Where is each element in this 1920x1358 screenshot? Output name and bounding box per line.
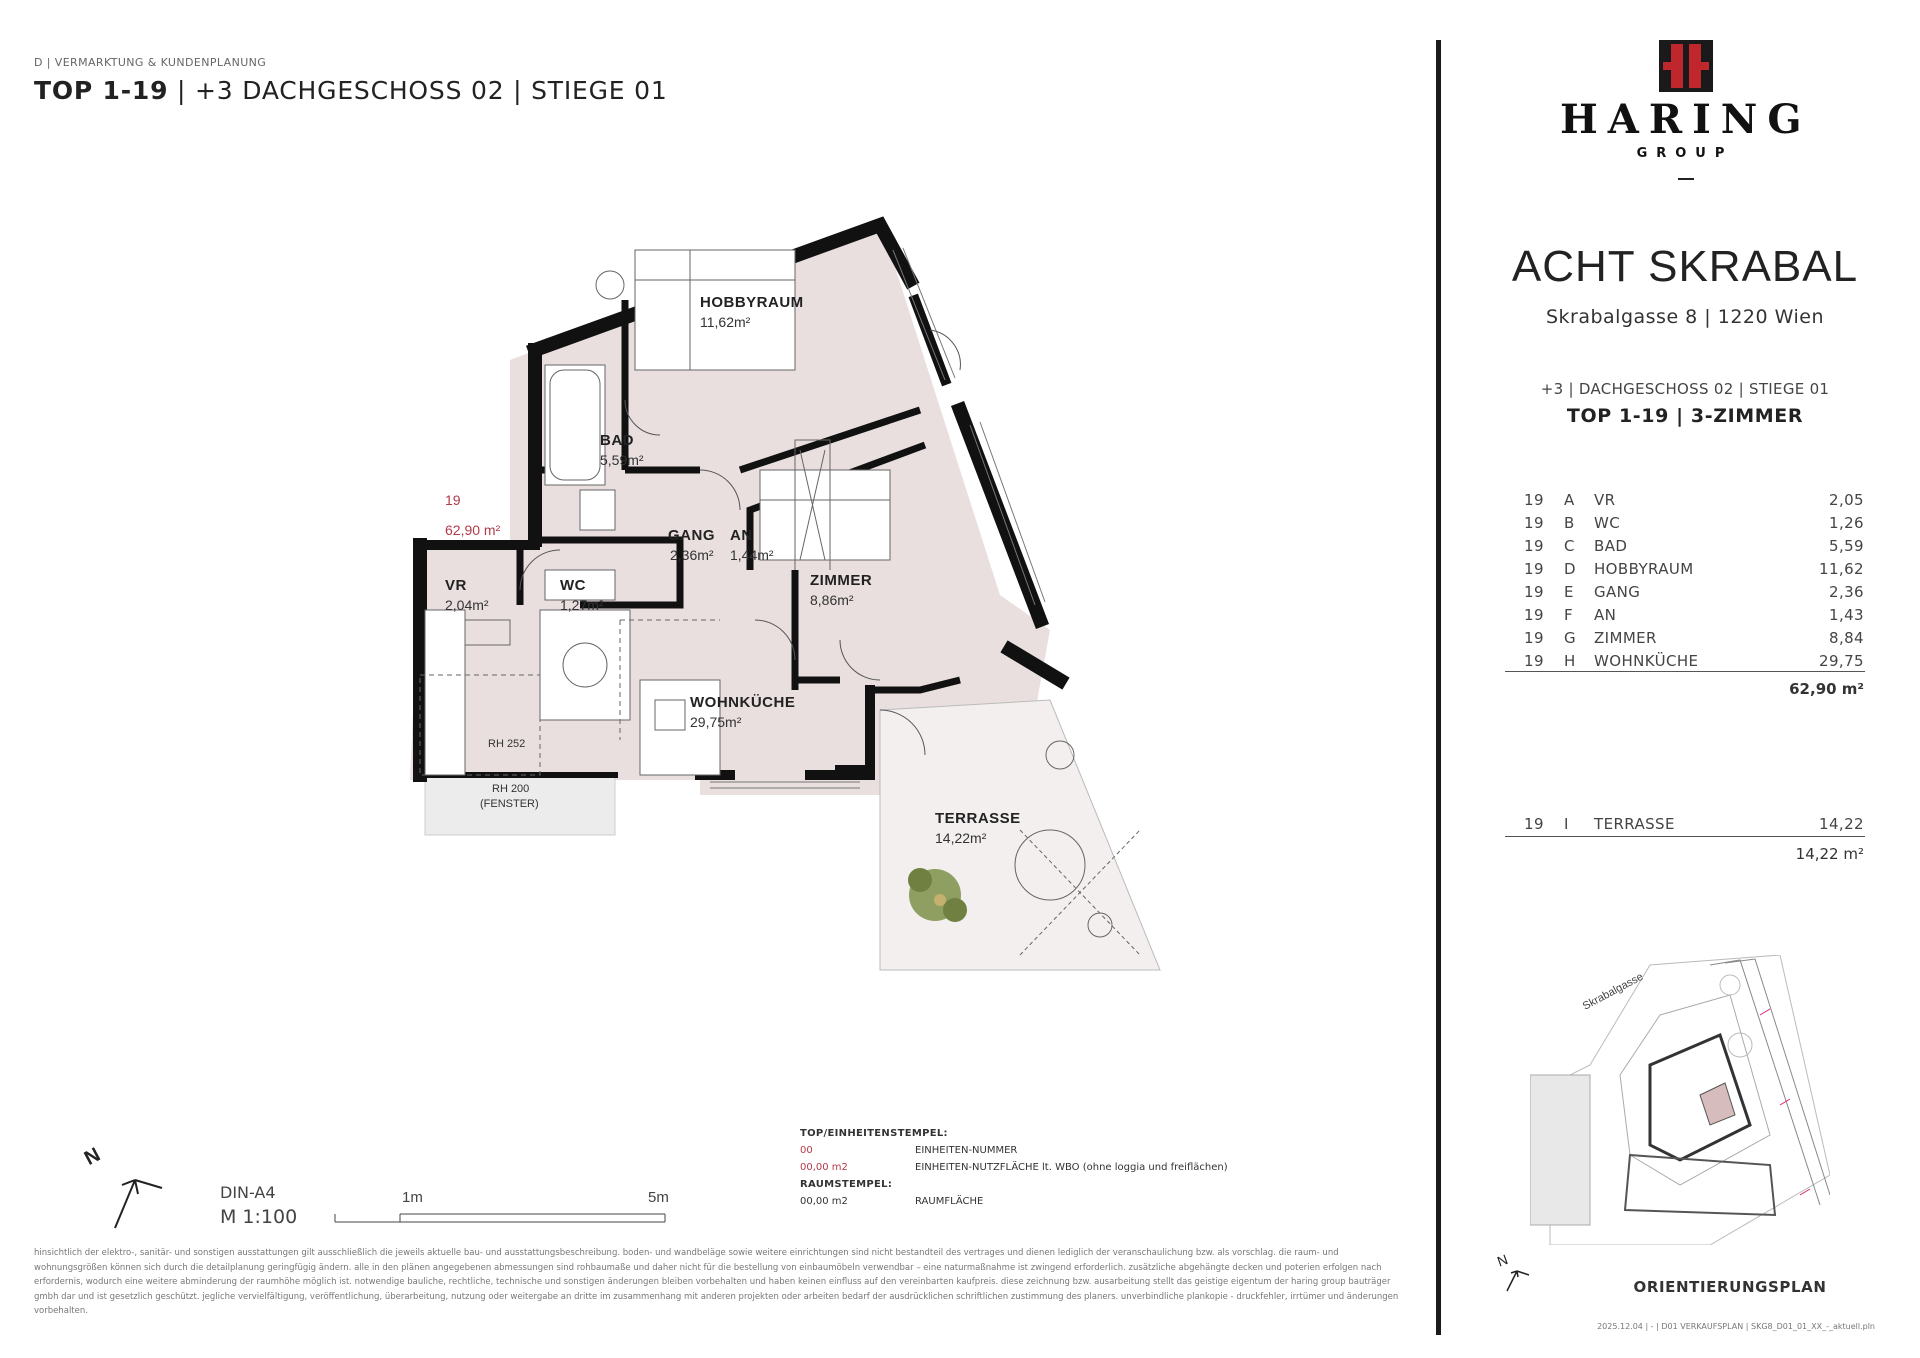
brand-dash — [1678, 178, 1694, 180]
room-no: 19 — [1524, 537, 1544, 555]
room-letter: F — [1564, 606, 1574, 624]
room-no: 19 — [1524, 629, 1544, 647]
orientation-north-letter: N — [1495, 1251, 1510, 1270]
room-letter: D — [1564, 560, 1576, 578]
legal-disclaimer: hinsichtlich der elektro-, sanitär- und sonstigen ausstattungen gilt ausschließlich die jeweils aktuelle bau- und ausstattungsbeschreibung. boden- und wandbeläge sowie weitere einrichtungen sind nicht bestandteil des vertrages und dienen lediglich der veranschaulichung bzw. als vorschlag. die raum- und wohnungsgrößen können sich durch die detailplanung geringfügig ändern. alle in den plänen angegebenen abmessungen sind rohbaumaße und daher nicht für die bestellung von einbaumöbeln verwendbar – eine naturmaßnahme ist zwingend erforderlich. zusätzliche abgehängte decken und poterien erfolgen nach erfordernis, wodurch eine weitere abminderung der raumhöhe möglich ist. notwendige bauliche, rechtliche, technische und sonstigen änderungen bleiben vorbehalten und haben keinen einfluss auf den vereinbarten kaufpreis. diese zeichnung bzw. ausarbeitung stellt das geistige eigentum der haring group bauträger gmbh dar und ist gesetzlich geschützt. jegliche vervielfältigung, veröffentlichung, überarbeitung, nutzung oder weitergabe an dritte im zusammenhang mit anderen projekten oder arbeiten bedarf der ausdrücklichen schriftlichen zustimmung des planers. unverbindliche plankopie - druckfehler, irrtümer und änderungen vorbehalten. — [34, 1248, 1399, 1316]
title-unit: TOP 1-19 — [34, 76, 169, 105]
north-arrow-icon — [80, 1140, 170, 1230]
room-row — [1524, 560, 1864, 583]
stamp-desc-number: EINHEITEN-NUMMER — [915, 1145, 1018, 1156]
room-area: 29,75 — [1819, 652, 1864, 670]
room-row — [1524, 629, 1864, 652]
scale-mark-5m: 5m — [648, 1189, 669, 1206]
area-terrasse: 14,22m² — [935, 830, 987, 846]
room-area: 1,43 — [1829, 606, 1864, 624]
room-letter: C — [1564, 537, 1575, 555]
room-name: GANG — [1594, 583, 1641, 601]
room-no: 19 — [1524, 491, 1544, 509]
room-row — [1524, 537, 1864, 560]
label-wc: WC — [560, 577, 586, 594]
terrace-letter: I — [1564, 815, 1569, 833]
area-gang: 2,36m² — [670, 547, 714, 563]
room-letter: H — [1564, 652, 1576, 670]
stamp-desc-area: EINHEITEN-NUTZFLÄCHE lt. WBO (ohne loggia und freiflächen) — [915, 1162, 1228, 1173]
room-no: 19 — [1524, 514, 1544, 532]
room-no: 19 — [1524, 606, 1544, 624]
label-hobbyraum: HOBBYRAUM — [700, 294, 804, 311]
stamp-legend — [800, 1128, 1320, 1213]
area-an: 1,44m² — [730, 547, 774, 563]
stamp-title-room: RAUMSTEMPEL: — [800, 1179, 893, 1190]
room-area: 2,05 — [1829, 491, 1864, 509]
scale-bar — [330, 1186, 670, 1226]
room-no: 19 — [1524, 583, 1544, 601]
unit-number-marker: 19 — [445, 492, 461, 508]
label-fenster: (FENSTER) — [480, 798, 539, 810]
label-gang: GANG — [668, 527, 715, 544]
page-title — [34, 76, 668, 105]
stamp-code-area: 00,00 m2 — [800, 1162, 848, 1173]
label-terrasse: TERRASSE — [935, 810, 1021, 827]
room-name: HOBBYRAUM — [1594, 560, 1694, 578]
orientation-plan — [1530, 955, 1830, 1245]
haring-logo-icon — [1659, 40, 1713, 92]
room-letter: A — [1564, 491, 1575, 509]
plan-file-reference: 2025.12.04 | - | D01 VERKAUFSPLAN | SKG8_D01_01_XX_-_aktuell.pln — [1597, 1322, 1875, 1331]
project-name: ACHT SKRABAL — [1511, 242, 1859, 291]
floor-plan — [400, 210, 1280, 1000]
room-row — [1524, 491, 1864, 514]
label-wohnkueche: WOHNKÜCHE — [690, 694, 796, 711]
north-letter: N — [80, 1143, 104, 1170]
brand-name: HARING — [1560, 96, 1812, 143]
unit-title: TOP 1-19 | 3-ZIMMER — [1566, 405, 1804, 427]
room-row — [1524, 514, 1864, 537]
room-name: VR — [1594, 491, 1616, 509]
orientation-street: Skrabalgasse — [1580, 970, 1646, 1013]
label-vr: VR — [445, 577, 467, 594]
room-area: 11,62 — [1819, 560, 1864, 578]
unit-area-marker: 62,90 m² — [445, 522, 501, 538]
room-area: 1,26 — [1829, 514, 1864, 532]
terrace-row — [1524, 815, 1864, 838]
title-floor: | +3 DACHGESCHOSS 02 | STIEGE 01 — [168, 76, 668, 105]
stamp-title-unit: TOP/EINHEITENSTEMPEL: — [800, 1128, 948, 1139]
paper-format: DIN-A4 — [220, 1183, 276, 1202]
area-vr: 2,04m² — [445, 597, 489, 613]
room-name: BAD — [1594, 537, 1628, 555]
project-address: Skrabalgasse 8 | 1220 Wien — [1545, 306, 1825, 328]
label-rh200: RH 200 — [492, 783, 530, 795]
area-hobbyraum: 11,62m² — [700, 314, 751, 330]
terrace-no: 19 — [1524, 815, 1544, 833]
terrace-name: TERRASSE — [1594, 815, 1675, 833]
vertical-divider — [1436, 40, 1441, 1335]
room-area: 5,59 — [1829, 537, 1864, 555]
brand-sub: GROUP — [1636, 146, 1734, 161]
unit-floor: +3 | DACHGESCHOSS 02 | STIEGE 01 — [1540, 380, 1830, 398]
room-name: AN — [1594, 606, 1617, 624]
area-bad: 5,59m² — [600, 452, 644, 468]
room-name: WC — [1594, 514, 1621, 532]
room-no: 19 — [1524, 652, 1544, 670]
room-letter: G — [1564, 629, 1577, 647]
scale-mark-1m: 1m — [402, 1189, 423, 1206]
terrace-sum-line — [1505, 836, 1865, 837]
area-zimmer: 8,86m² — [810, 592, 854, 608]
terrace-area: 14,22 — [1819, 815, 1864, 833]
room-letter: B — [1564, 514, 1575, 532]
stamp-code-number: 00 — [800, 1145, 813, 1156]
rooms-total: 62,90 m² — [1789, 680, 1864, 698]
room-row — [1524, 583, 1864, 606]
area-wc: 1,27m² — [560, 597, 604, 613]
room-list — [1524, 491, 1864, 675]
room-row — [1524, 606, 1864, 629]
area-wohnkueche: 29,75m² — [690, 714, 742, 730]
document-kicker: D | VERMARKTUNG & KUNDENPLANUNG — [34, 56, 267, 69]
stamp-code-room: 00,00 m2 — [800, 1196, 848, 1207]
rooms-sum-line — [1505, 671, 1865, 672]
room-name: WOHNKÜCHE — [1594, 652, 1699, 670]
stamp-desc-room: RAUMFLÄCHE — [915, 1196, 984, 1207]
orientation-north-icon — [1495, 1245, 1535, 1295]
label-rh252: RH 252 — [488, 738, 526, 750]
room-letter: E — [1564, 583, 1574, 601]
room-name: ZIMMER — [1594, 629, 1657, 647]
label-bad: BAD — [600, 432, 634, 449]
room-area: 8,84 — [1829, 629, 1864, 647]
orientation-label: ORIENTIERUNGSPLAN — [1633, 1278, 1827, 1296]
room-area: 2,36 — [1829, 583, 1864, 601]
plan-scale: M 1:100 — [220, 1206, 298, 1228]
room-no: 19 — [1524, 560, 1544, 578]
terrace-total: 14,22 m² — [1795, 845, 1864, 863]
label-an: AN — [730, 527, 753, 544]
label-zimmer: ZIMMER — [810, 572, 873, 589]
